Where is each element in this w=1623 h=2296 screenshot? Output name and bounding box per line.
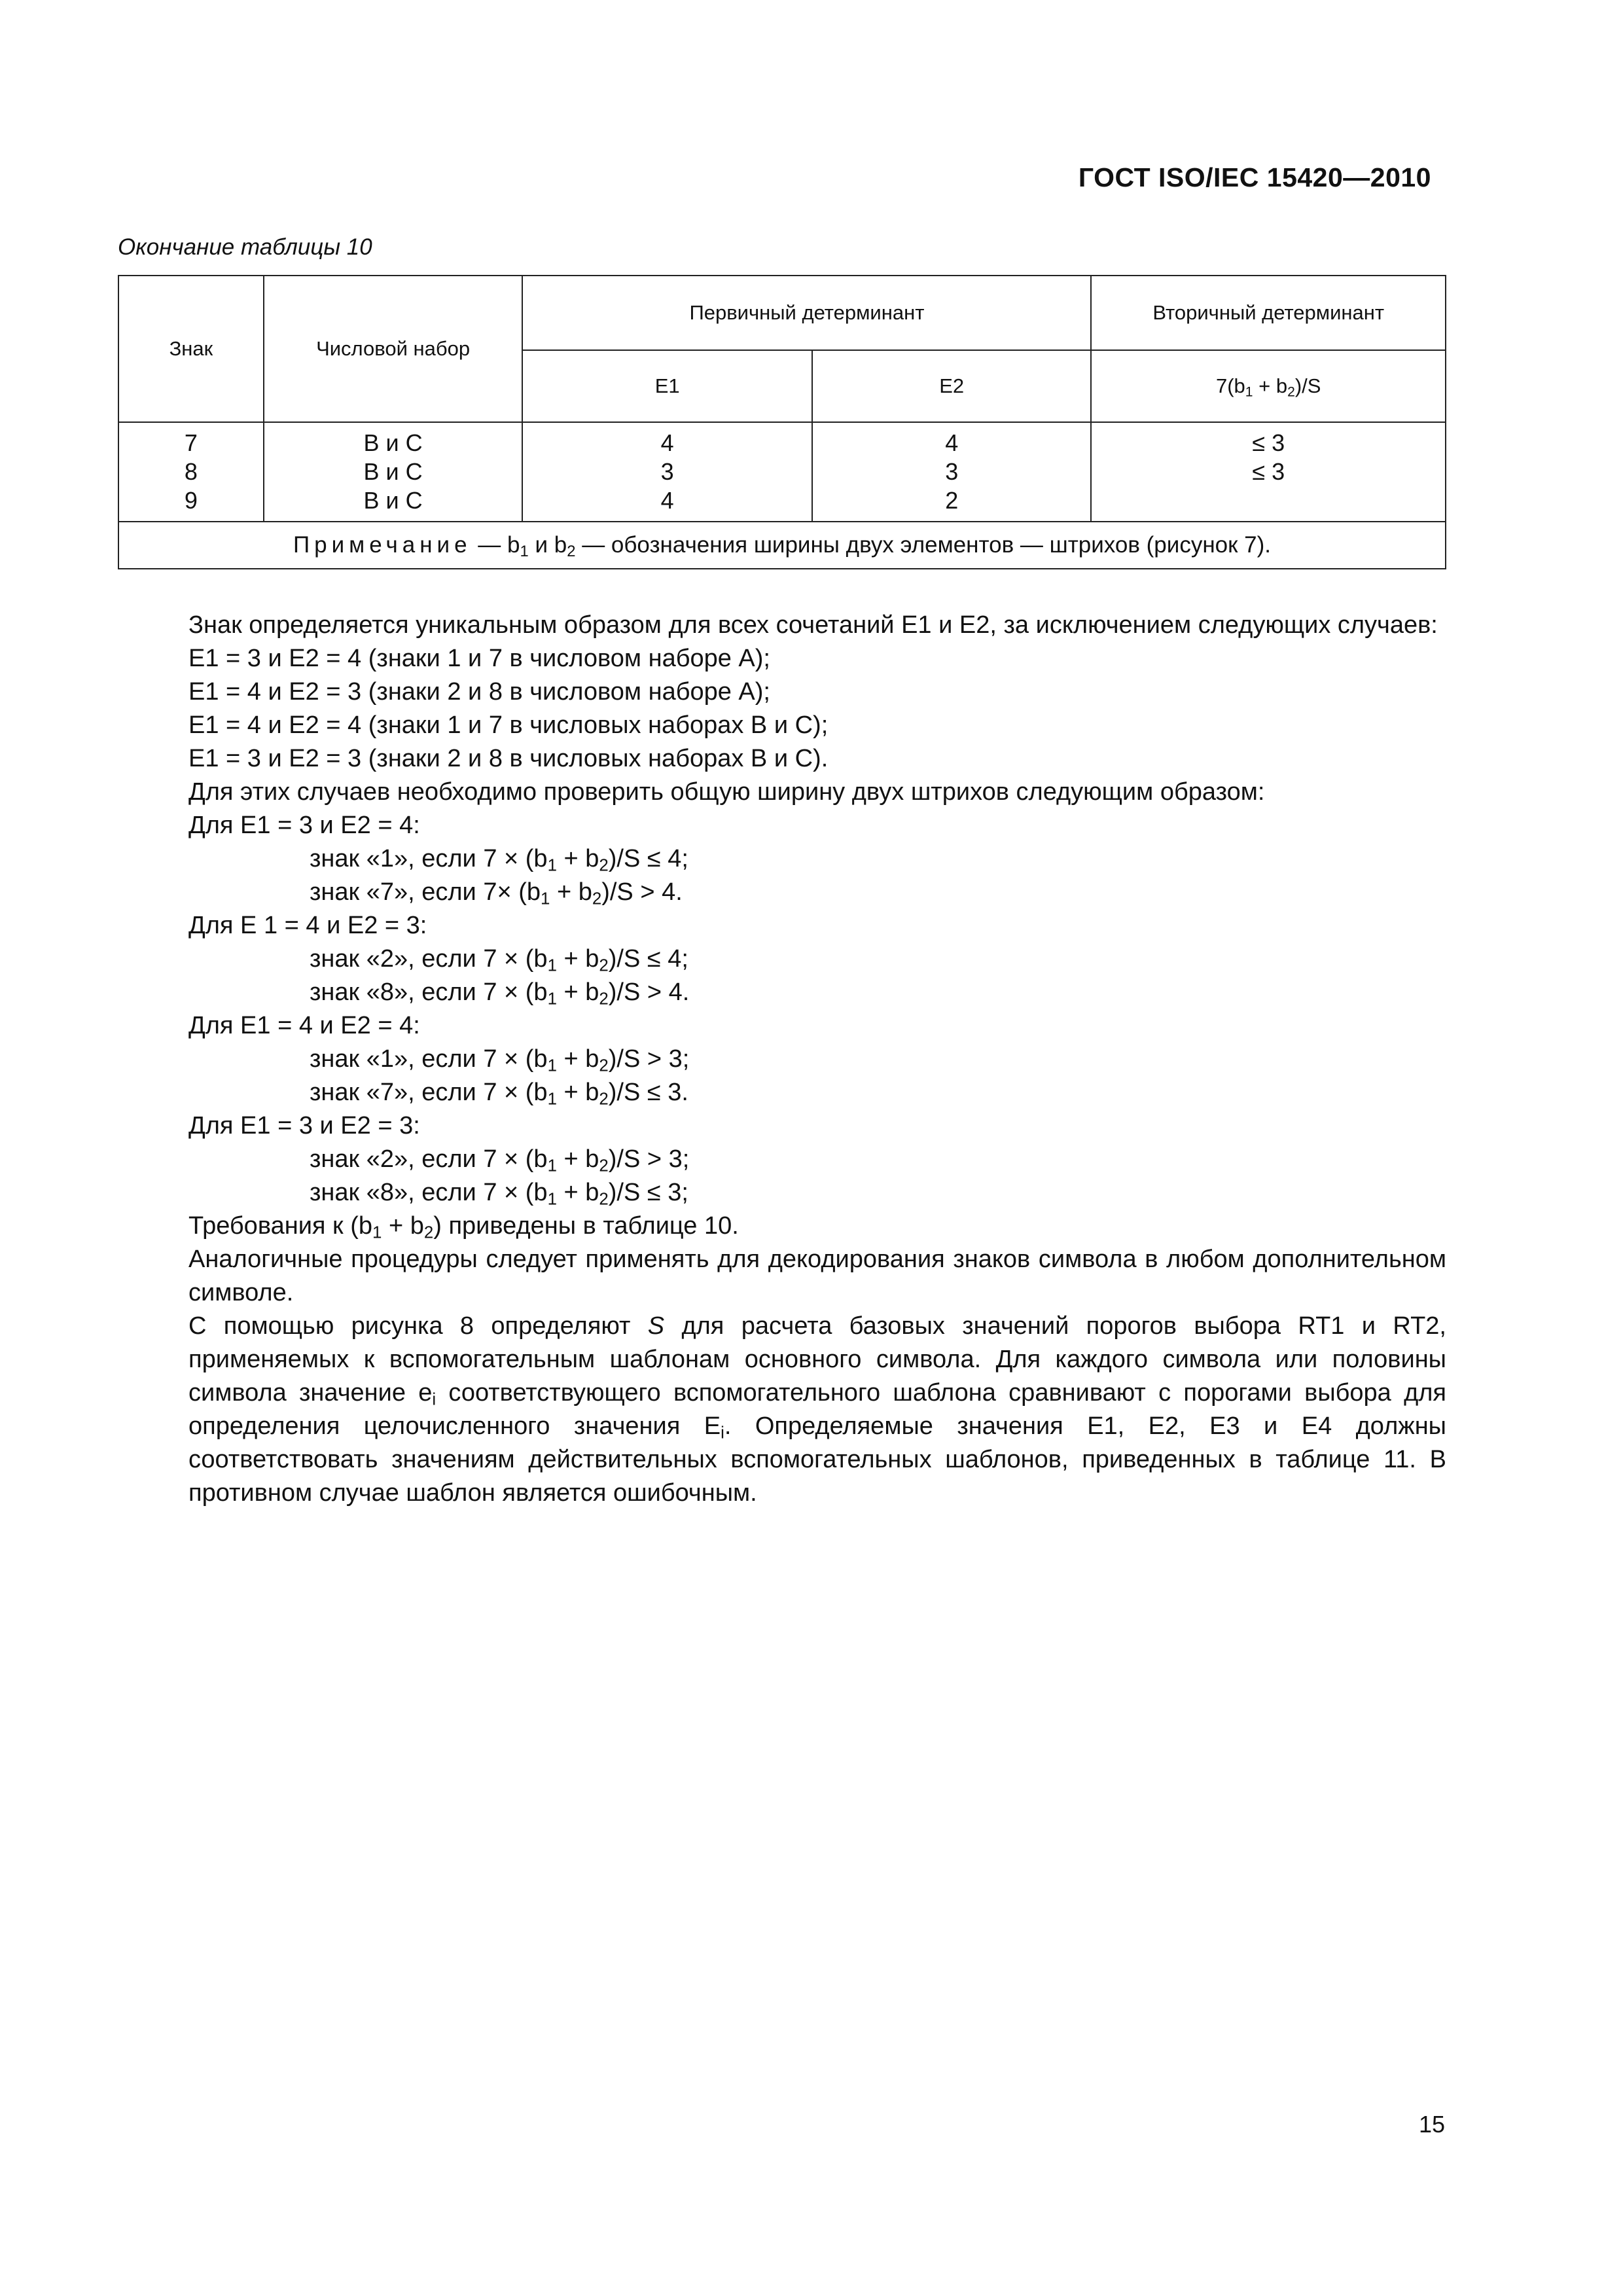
requirements-line: Требования к $(b_1 + b_2)$ приведены в таблице 10. [188, 1212, 739, 1242]
case-line: E1 = 4 и E2 = 3 (знаки 2 и 8 в числовом наборе A); [188, 678, 770, 706]
case-line: E1 = 3 и E2 = 3 (знаки 2 и 8 в числовых наборах B и C). [188, 745, 829, 772]
condition-line: знак «1», если $7 \times (b_1 + b_2)/S \le 4$; [310, 845, 688, 875]
document-header: ГОСТ ISO/IEC 15420—2010 [1078, 162, 1431, 192]
col-header-sign: Знак [118, 276, 264, 422]
condition-heading: Для E 1 = 4 и E2 = 3: [188, 912, 427, 939]
paragraph: С помощью рисунка 8 определяют S для расчета базовых значений порогов выбора RT1 и RT2, применяемых к вспомогательным шаблонам основного символа. Для каждого символа или половины символа значение $e_i$ соответствующего вспомогательного шаблона сравнивают с порогами выбора для определения целочисленного значения $E_i$. Определяемые значения E1, E2, E3 и E4 должны соответствовать значениям действительных вспомогательных шаблонов, приведенных в таблице 11. В противном случае шаблон является ошибочным. [188, 1312, 1446, 1507]
case-line: E1 = 4 и E2 = 4 (знаки 1 и 7 в числовых наборах B и C); [188, 711, 829, 739]
body-text [118, 609, 1446, 1510]
condition-heading: Для E1 = 3 и E2 = 3: [188, 1112, 420, 1139]
determinant-table [118, 275, 1446, 569]
secondary-cell: ≤ 3 ≤ 3 [1091, 422, 1446, 522]
condition-line: знак «7», если $7 \times (b_1 + b_2)/S \le 3$. [310, 1079, 688, 1109]
condition-line: знак «2», если $7 \times (b_1 + b_2)/S > 3$; [310, 1145, 690, 1175]
condition-heading: Для E1 = 3 и E2 = 4: [188, 812, 420, 839]
paragraph: Знак определяется уникальным образом для всех сочетаний E1 и E2, за исключением следующих случаев: [188, 611, 1438, 639]
sub-header-e1: E1 [522, 350, 812, 422]
e2-cell: 4 3 2 [812, 422, 1092, 522]
condition-line: знак «1», если $7 \times (b_1 + b_2)/S > 3$; [310, 1045, 690, 1075]
e1-cell: 4 3 4 [522, 422, 812, 522]
condition-heading: Для E1 = 4 и E2 = 4: [188, 1012, 420, 1039]
sign-cell: 7 8 9 [118, 422, 264, 522]
paragraph: Для этих случаев необходимо проверить общую ширину двух штрихов следующим образом: [188, 778, 1265, 806]
col-header-set: Числовой набор [264, 276, 523, 422]
col-header-primary: Первичный детерминант [522, 276, 1091, 350]
condition-line: знак «8», если $7 \times (b_1 + b_2)/S > 4$. [310, 978, 690, 1009]
set-cell: B и C B и C B и C [264, 422, 523, 522]
sub-header-e2: E2 [812, 350, 1092, 422]
col-header-secondary: Вторичный детерминант [1091, 276, 1446, 350]
paragraph: Аналогичные процедуры следует применять для декодирования знаков символа в любом дополнительном символе. [188, 1246, 1446, 1306]
table-caption: Окончание таблицы 10 [118, 234, 372, 260]
case-line: E1 = 3 и E2 = 4 (знаки 1 и 7 в числовом наборе A); [188, 645, 770, 672]
table-note: Примечание — $b_1$ и $b_2$ — обозначения ширины двух элементов — штрихов (рисунок 7). [118, 522, 1446, 569]
note-label: Примечание [293, 532, 472, 558]
page-number: 15 [1418, 2111, 1445, 2138]
condition-line: знак «2», если $7 \times (b_1 + b_2)/S \le 4$; [310, 945, 688, 975]
condition-line: знак «8», если $7 \times (b_1 + b_2)/S \le 3$; [310, 1179, 688, 1209]
sub-header-formula: $7(b_1 + b_2)/S$ [1091, 350, 1446, 422]
condition-line: знак «7», если $7\times (b_1 + b_2)/S > 4$. [310, 878, 683, 908]
